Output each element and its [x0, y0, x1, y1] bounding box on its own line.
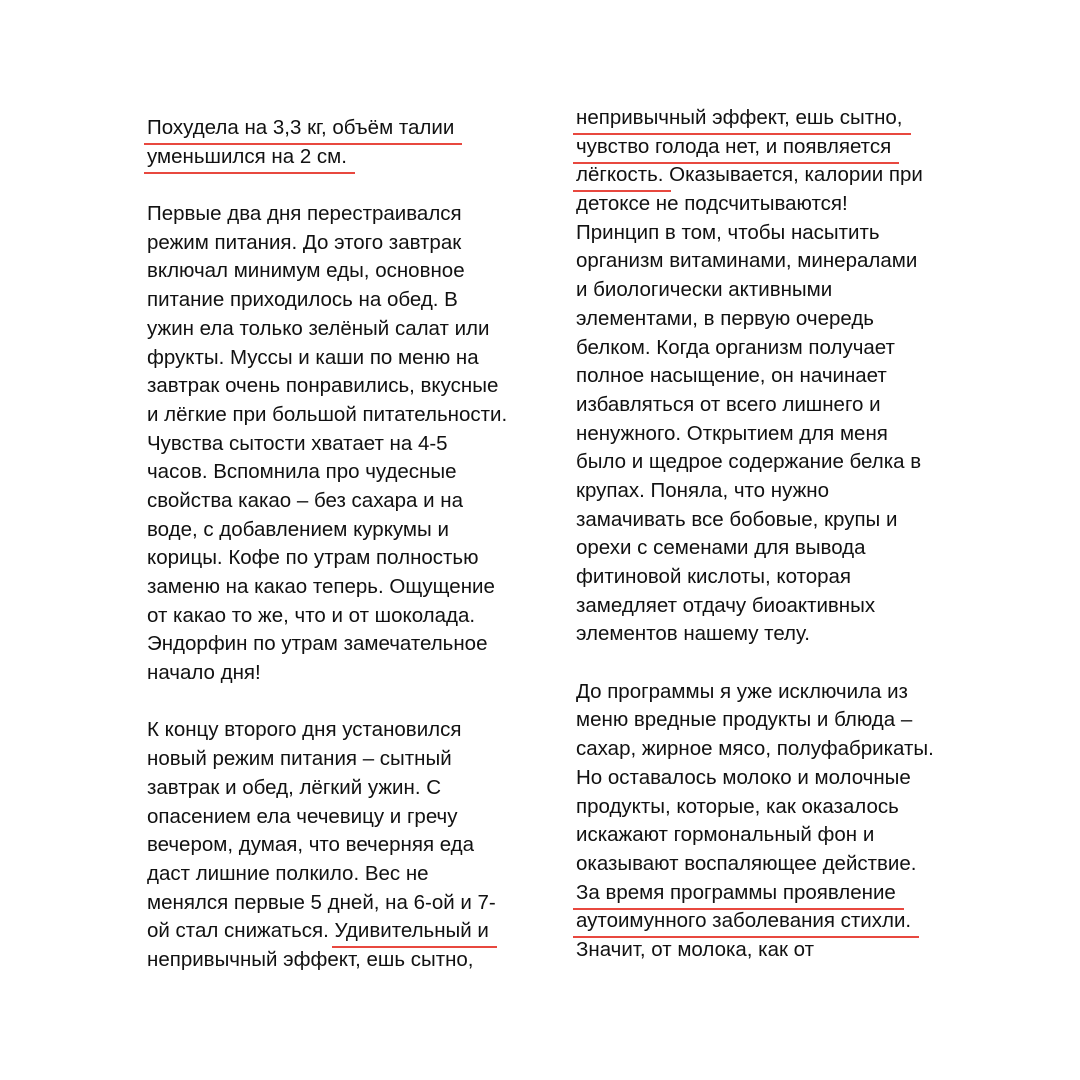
highlighted-text: Удивительный и: [334, 919, 489, 943]
paragraph: Первые два дня перестраивался режим питания. До этого завтрак включал минимум еды, основное питание приходилось на обед. В ужин ела только зелёный салат или фрукты. Муссы и каши по меню на завтрак очень понравились, вкусные и лёгкие при большой питательности. Чувства сытости хватает на 4-5 часов. Вспомнила про чудесные свойства какао – без сахара и на воде, с добавлением куркумы и корицы. Кофе по утрам полностью заменю на какао теперь. Ощущение от какао то же, что и от шоколада. Эндорфин по утрам замечательное начало дня!: [147, 202, 508, 685]
right-column: [576, 104, 976, 965]
left-column: [147, 114, 545, 975]
highlighted-text: За время программы проявление: [576, 880, 896, 904]
highlighted-text: непривычный эффект, ешь сытно,: [576, 106, 903, 129]
highlighted-text: Похудела на 3,3 кг, объём талии: [147, 116, 455, 139]
paragraph: До программы я уже исключила из меню вредные продукты и блюда – сахар, жирное мясо, полуфабрикаты. Но оставалось молоко и молочные продукты, которые, как оказалось искажают гормональный фон и оказывают воспаляющее действие. За время программы проявление аутоимунного заболевания стихли. Значит, от молока, как от: [576, 679, 934, 961]
highlighted-text: уменьшился на 2 см.: [147, 144, 347, 168]
paragraph: непривычный эффект, ешь сытно, чувство голода нет, и появляется лёгкость. Оказывается, калории при детоксе не подсчитываются! Принцип в том, чтобы насытить организм витаминами, минералами и биологически активными элементами, в первую очередь белком. Когда организм получает полное насыщение, он начинает избавляться от всего лишнего и ненужного. Открытием для меня было и щедрое содержание белка в крупах. Поняла, что нужно замачивать все бобовые, крупы и орехи с семенами для вывода фитиновой кислоты, которая замедляет отдачу биоактивных элементов нашему телу.: [576, 106, 923, 646]
highlighted-text: лёгкость.: [576, 163, 664, 187]
highlighted-text: чувство голода нет, и появляется: [576, 134, 892, 158]
paragraph: К концу второго дня установился новый режим питания – сытный завтрак и обед, лёгкий ужин. С опасением ела чечевицу и гречу вечером, думая, что вечерняя еда даст лишние полкило. Вес не менялся первые 5 дней, на 6-ой и 7- ой стал снижаться. Удивительный и непривычный эффект, ешь сытно,: [147, 718, 496, 971]
highlighted-text: аутоимунного заболевания стихли.: [576, 909, 912, 933]
